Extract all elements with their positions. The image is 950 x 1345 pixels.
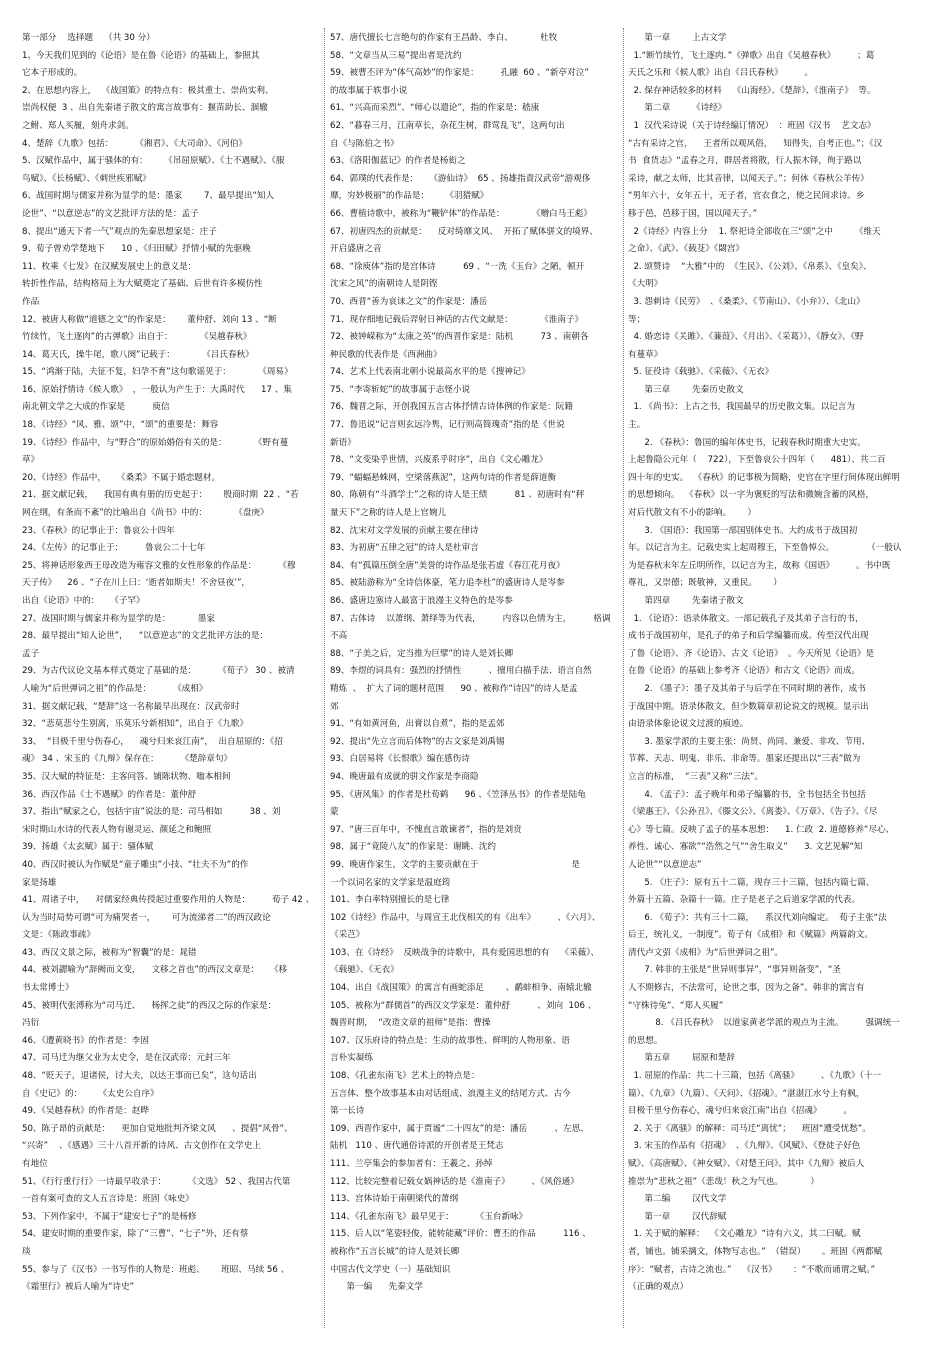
text-line: 76、魏晋之际，开创我国五言古体抒情古诗体例的作家是：阮籍 bbox=[330, 402, 573, 413]
text-line: 在鲁《论语》的基础上参考齐《论语》和古文《论语》而成。 bbox=[628, 666, 861, 677]
text-line: 了鲁《论语》、齐《论语》、古文《论语》 。今天所见《论语》是 bbox=[628, 648, 875, 659]
text-line: 40、西汉时被认为作赋是“童子雕虫”小技、“壮夫不为”的作 bbox=[22, 859, 249, 870]
text-line: 主。 bbox=[628, 420, 646, 431]
text-line: 48、“贬天子，退诸侯，讨大夫，以达王事而已矣”，这句话出 bbox=[22, 1071, 257, 1082]
text-line: 第一编 先秦文学 bbox=[330, 1282, 423, 1293]
text-line: 1. 关于赋的解释： 《文心雕龙》“诗有六义，其二曰赋。赋 bbox=[628, 1229, 861, 1240]
text-line: 年。以记言为主。记载史实上起周穆王，下至鲁悼公。 （一般认 bbox=[628, 543, 902, 554]
text-line: 第二章 《诗经》 bbox=[628, 103, 727, 114]
text-line: 23、《春秋》的记事止于：鲁哀公十四年 bbox=[22, 525, 175, 536]
column-right bbox=[628, 30, 928, 1330]
text-line: 112、比较完整着记载女娲神话的是《淮南子》 、《风俗通》 bbox=[330, 1176, 579, 1187]
text-line: 《梁惠王》、《公孙丑》、《滕文公》、《离娄》、《万章》、《告子》、《尽 bbox=[628, 807, 878, 818]
text-line: 节葬、天志、明鬼、非乐、非命等。墨家还提出以“三表”做为 bbox=[628, 754, 861, 765]
text-line: 75、“李寄斩蛇”的故事属于志怪小说 bbox=[330, 384, 471, 395]
text-line: 精炼 、 扩大了词的题材范围 90 、被称作“诗囚”的诗人是孟 bbox=[330, 683, 578, 694]
text-line: 31、据文献记载，“楚辞”这一名称最早出现在：汉武帝时 bbox=[22, 701, 240, 712]
text-line: 83、为初唐“五律之冠”的诗人是杜审言 bbox=[330, 543, 479, 554]
text-line: 64、郭璞的代表作是： 《游仙诗》 65 、扬雄指責汉武帝“游观侈 bbox=[330, 173, 591, 184]
text-line: 被称作“五言长城”的诗人是刘长卿 bbox=[330, 1246, 460, 1257]
text-line: 1. 《论语》：语录体散文。一部记载孔子及其弟子言行的书， bbox=[628, 613, 864, 624]
text-line: 97、“唐三百年中，不愧直言敢谏者”，指的是刘贲 bbox=[330, 824, 522, 835]
text-line: 尊礼，又崇德；既敬神，又重民。 ） bbox=[628, 578, 782, 589]
text-line: 于战国中期。语录体散文，但少数篇章初论说文的规模。显示出 bbox=[628, 701, 869, 712]
text-line: 46、《遭黄晓书》的作者是：李固 bbox=[22, 1035, 149, 1046]
text-line: 28、最早提出“知人论世”， “以意逆志”的文艺批评方法的是： bbox=[22, 631, 268, 642]
text-line: 网在纲，有条而不紊”的比喻出自《尚书》中的： 《盘庚》 bbox=[22, 508, 269, 519]
text-line: 113、宫体诗始于南朝梁代的萧纲 bbox=[330, 1194, 459, 1205]
text-line: 冯衍 bbox=[22, 1018, 40, 1029]
text-line: 书 食货志》“孟春之月，群居者将散，行人振木铎，徇于路以 bbox=[628, 156, 862, 167]
text-line: 琰 bbox=[22, 1246, 31, 1257]
text-line: 114、《孔雀东南飞》最早见于： 《玉台新咏》 bbox=[330, 1211, 528, 1222]
text-line: 84、有“孤篇压倒全唐”美誉的诗作品是张若虚《春江花月夜》 bbox=[330, 560, 565, 571]
text-line: 竹续竹，飞土逐肉”的古弹歌》出自于： 《吴越春秋》 bbox=[22, 332, 252, 343]
text-line: 108、《孔雀东南飞》艺术上的特点是： bbox=[330, 1071, 480, 1082]
text-line: 人不期修古，不法常可，论世之事，因为之备”。韩非的寓言有 bbox=[628, 983, 865, 994]
text-line: 79、“蝠蝠悬蛛网，空梁落燕泥”，这两句诗的作者是薛道衡 bbox=[330, 472, 557, 483]
text-line: 孟子 bbox=[22, 648, 40, 659]
text-line: 上起鲁隐公元年（ 722），下至鲁哀公十四年（ 481）、共二百 bbox=[628, 455, 886, 466]
text-line: 89、李煜的词具有：强烈的抒情性 、擅用白描手法、语言自然 bbox=[330, 666, 592, 677]
text-line: 1. 《尚书》：上古之书，我国最早的历史散文集。以记言为 bbox=[628, 402, 855, 413]
text-line: 63、《洛阳伽蓝记》的作者是杨衒之 bbox=[330, 156, 466, 167]
text-line: 转折性作品，结构格局上为大赋奠定了基础、后世有许多模仿性 bbox=[22, 279, 263, 290]
text-line: 1. 屈原的作品：共二十三篇，包括《离骚》 、《九歌》（十一 bbox=[628, 1071, 882, 1082]
text-line: 为是春秋末年左丘明所作，以记言为主，故称《国语》 。书中既 bbox=[628, 560, 891, 571]
text-line: 四十年的史实。 《春秋》的记事极为简略，史官在字里行间体现出鲜明 bbox=[628, 472, 900, 483]
text-line: 91、“有如黄河鱼，出膏以自煮”，指的是孟郊 bbox=[330, 719, 505, 730]
text-line: 一首有案可查的文人五言诗是：班固《咏史》 bbox=[22, 1194, 194, 1205]
text-line: 61、“兴高而采烈”、“师心以遣论”，指的作家是：嵇康 bbox=[330, 103, 540, 114]
text-line: 序》：“赋者，古诗之流也。” 《汉书》 ：“不歌而诵谓之赋。” bbox=[628, 1264, 876, 1275]
text-line: 第一章 汉代辞赋 bbox=[628, 1211, 727, 1222]
text-line: 88、“子美之后，定当推为巨擘”的诗人是刘长卿 bbox=[330, 648, 514, 659]
text-line: 心》等七篇。反映了孟子的基本思想： 1. 仁政 2. 道德修养“尽心、 bbox=[628, 824, 895, 835]
text-line: 有地位 bbox=[22, 1159, 48, 1169]
text-line: 62、“暮春三月，江南草长，杂花生树，群莺乱飞”，这两句出 bbox=[330, 120, 565, 131]
text-line: 新语》 bbox=[330, 437, 356, 448]
text-line: 27、战国时期与儒家并称为显学的是： 墨家 bbox=[22, 613, 215, 624]
text-line: 对后代散文有不小的影响。 ） bbox=[628, 508, 757, 519]
text-line: 3. 《国语》：我国第一部国别体史书。大约成书于战国初 bbox=[628, 525, 858, 536]
text-line: 1.“断竹续竹，飞土逐肉．”《弹歌》出自《吴越春秋》 ；葛 bbox=[628, 50, 875, 61]
text-line: 80、陈朝有“斗酒学士”之称的诗人是王绩 81 、初唐时有“秤 bbox=[330, 490, 585, 501]
text-line: 2. 保存神话较多的材料 《山海经》、《楚辞》、《淮南子》 等。 bbox=[628, 85, 876, 96]
text-line: 郊 bbox=[330, 701, 339, 712]
text-line: 之命》、《武》、《载芟》《閟宫》 bbox=[628, 244, 745, 255]
text-line: 115、后人以“笔姿轻俊，能转能藏”评价：曹丕的作品 116 、 bbox=[330, 1229, 591, 1240]
text-line: 47、司马迁为继父业为太史令，是在汉武帝：元封三年 bbox=[22, 1053, 231, 1064]
column-middle bbox=[330, 30, 620, 1330]
text-line: 3. 宋玉的作品有《招魂》 、《九辩》、《风赋》、《登徒子好色 bbox=[628, 1141, 861, 1152]
text-line: 第一章 上古文学 bbox=[628, 33, 727, 43]
text-line: 陆机 110 、唐代通俗诗派的开创者是王梵志 bbox=[330, 1141, 504, 1152]
text-line: 开启盛唐之音 bbox=[330, 244, 382, 255]
text-line: 4. 婚恋诗《关雎》、《蒹葭》、《月出》、《采葛》）、《静女》、《野 bbox=[628, 332, 864, 343]
text-line: 37、指出“赋家之心，包括宇宙”说法的是：司马相如 38 、刘 bbox=[22, 807, 281, 818]
text-line: 种民歌的代表作是《西洲曲》 bbox=[330, 349, 442, 360]
text-line: 言朴实凝练 bbox=[330, 1053, 373, 1064]
text-line: 50、陈子昂的贡献是： 更加自觉地批判齐梁文风 、提倡“风骨”、 bbox=[22, 1123, 293, 1134]
text-line: “男年六十，女年五十，无子者，官衣食之，使之民间求诗。乡 bbox=[628, 191, 865, 202]
text-line: 98、属于“竟陵八友”的作家是：谢眺、沈约 bbox=[330, 842, 496, 853]
text-line: 量天下”之称的诗人是上官婉儿 bbox=[330, 508, 447, 519]
text-line: 崇尚权便 3 、出自先秦诸子散文的寓言故事有：揠苗助长、涸辙 bbox=[22, 103, 268, 114]
text-line: 66、曹植诗歌中，被称为“鞭铲体”的作品是： 《赠白马王彪》 bbox=[330, 208, 593, 219]
text-line: “兴寄” 、《感遇》三十八首开新的诗风、古文创作在文学史上 bbox=[22, 1141, 261, 1152]
text-line: 82、沈宋对文学发展的贡献主要在律诗 bbox=[330, 525, 479, 536]
text-line: 77、鲁迅说“记言则玄远冷隽，记行则高简瑰奇”指的是《世说 bbox=[330, 420, 565, 431]
text-line: 一个以词名家的文学家是温庭筠 bbox=[330, 877, 451, 888]
text-line: 沈宋之风”的南朝诗人是阴铿 bbox=[330, 279, 438, 290]
text-line: 109、西晋作家中，属于贾谧“二十四友”的是：潘岳 、左思、 bbox=[330, 1123, 589, 1134]
text-line: 魏晋时期， “改造文章的祖师”是指：曹操 bbox=[330, 1018, 491, 1029]
text-line: 74、艺术上代表南北朝小说最高水平的是《搜神记》 bbox=[330, 367, 530, 378]
text-line: 104、出自《战国策》的寓言有画蛇添足 、鹬蚌相争、南辕北辙 bbox=[330, 983, 592, 994]
text-line: 3. 墨家学派的主要主张：尚贤、尚同、兼爱、非攻、节用、 bbox=[628, 736, 871, 747]
text-line: 天子传》 26 、“子在川上曰：‘逝者如斯夫！不舍昼夜’”， bbox=[22, 578, 251, 589]
text-line: 后王，统礼义，一制度”。荀子有《成相》和《赋篇》两篇韵文。 bbox=[628, 930, 874, 941]
text-line: 3. 怨刺诗《民劳》 、《桑柔》、《节南山》、《小弁》）、《北山》 bbox=[628, 296, 865, 307]
text-line: 养性、诚心、寡欲”“浩然之气”“舍生取义” 3. 文艺见解“知 bbox=[628, 842, 863, 853]
text-line: 68、“徐庾体”指的是宫体诗 69 、“一洗《玉台》之陋，顿开 bbox=[330, 261, 585, 272]
text-line: 成书于战国初年，是孔子的弟子和后学编纂而成。传至汉代出现 bbox=[628, 631, 869, 642]
text-line: （正确的观点） bbox=[628, 1282, 689, 1293]
text-line: 111、兰亭集会的参加者有：王羲之、孙绰 bbox=[330, 1159, 493, 1169]
text-line: 5. 征役诗《载驰》、《采薇》、《无衣》 bbox=[628, 367, 774, 378]
text-line: 文是：《陈政事疏》 bbox=[22, 930, 96, 941]
text-line: 5. 《庄子》：原有五十二篇，现存三十三篇，包括内篇七篇、 bbox=[628, 877, 875, 888]
text-line: 1 汉代采诗说（关于诗经编订情况） ：班固《汉书 艺文志》 bbox=[628, 120, 876, 131]
text-line: 102《诗经》作品中，与周宣王北伐相关的有《出车》 、《六月》、 bbox=[330, 912, 601, 923]
text-line: 51、《行行重行行》一诗最早收录于： 《文选》 52 、我国古代第 bbox=[22, 1176, 291, 1187]
text-line: 70、西晋“善为哀诔之文”的作家是：潘岳 bbox=[330, 296, 488, 307]
column-left bbox=[22, 30, 318, 1330]
text-line: 移于邑，邑移于国，国以闻天子。” bbox=[628, 208, 758, 219]
text-line: 五言体、整个故事基本由对话组成、浪漫主义的结尾方式、古今 bbox=[330, 1088, 571, 1099]
text-line: 19、《诗经》作品中，与“野合”的原始婚俗有关的是： 《野有蔓 bbox=[22, 437, 289, 448]
text-line: 67、初唐四杰的贡献是： 反对绮靡文风、 开拓了赋体骈文的境界、 bbox=[330, 226, 598, 237]
text-line: 33、 “目极千里兮伤春心， 魂兮归来哀江南”， 出自屈原的：《招 bbox=[22, 736, 283, 747]
text-line: 99、晚唐作家生，文学的主要贡献在于 是 bbox=[330, 859, 580, 870]
text-line: 南北朝文学之大成的作家是 庾信 bbox=[22, 402, 170, 413]
text-line: 认为当时局势可谓“可为痛哭者一， 可为流涕者二”的西汉政论 bbox=[22, 912, 271, 923]
text-line: 43、西汉文景之际，被称为“智囊”的是：晁错 bbox=[22, 947, 197, 958]
column-divider bbox=[324, 28, 325, 1328]
text-line: 它本子形成的。 bbox=[22, 68, 83, 79]
text-line: 6. 《荀子》：共有三十二篇， 系汉代刘向编定。 荀子主张“法 bbox=[628, 912, 887, 923]
text-line: 87、古体诗 以萧纲、萧绎等为代表， 内容以色情为主， 格调 bbox=[330, 613, 611, 624]
text-line: 93、白居易将《长恨歌》编在感伤诗 bbox=[330, 754, 470, 765]
text-line: 20、《诗经》作品中， 《桑柔》不属于婚恋题材。 bbox=[22, 472, 221, 483]
text-line: “守株待兔”、“郑人买履” bbox=[628, 1000, 724, 1011]
text-line: 外篇十五篇、杂篇十一篇。庄子是老子之后道家学派的代表。 bbox=[628, 895, 861, 906]
text-line: 第一长诗 bbox=[330, 1106, 365, 1117]
text-line: 11、枚乘《七发》在汉赋发展史上的意义是： bbox=[22, 261, 197, 272]
text-line: 2. 颂赞诗 “大雅”中的 《生民》、《公刘》、《帛系》、《皇矣》、 bbox=[628, 261, 872, 272]
text-line: 14、葛天氏，操牛尾，歌八阕”记载于： 《吕氏春秋》 bbox=[22, 349, 254, 360]
text-line: 21、据文献记载， 我国有典有册的历史起于： 殷商时期 22 、“若 bbox=[22, 490, 299, 501]
text-line: 59、被曹丕评为“体气高妙”的作家是： 孔融 60 、“新亭对泣” bbox=[330, 68, 589, 79]
text-line: 2. 关于《离骚》的解释：司马迁“离忧”； 班固“遭受忧愁”。 bbox=[628, 1123, 871, 1134]
text-line: 蒙 bbox=[330, 807, 339, 818]
text-line: 107、汉乐府诗的特点是：生动的故事性、鲜明的人物形象、语 bbox=[330, 1035, 570, 1046]
text-line: 103、在《诗经》 反映战争的诗歌中，具有爱国思想的有 《采薇》、 bbox=[330, 947, 600, 958]
text-line: 18、《诗经》“风、雅、颂”中，“颂”的重要是：舞容 bbox=[22, 420, 219, 431]
text-line: 85、被陆游称为“全诗信体豪，笔力追李杜”的盛唐诗人是岑参 bbox=[330, 578, 565, 589]
text-line: 推崇为“悲秋之祖”（悲哉！秋之为气也。 ） bbox=[628, 1176, 819, 1187]
text-line: 35、汉大赋的特征是：主客问答、铺陈状物、嗡本相间 bbox=[22, 771, 231, 782]
text-line: 立言的标准， “三表”又称“三法”。 bbox=[628, 771, 763, 782]
text-line: 1、今天我们见到的《论语》是在鲁《论语》的基础上，参照其 bbox=[22, 50, 260, 61]
text-line: 92、提出“先立言而后体物”的古文家是刘禹锡 bbox=[330, 736, 505, 747]
column-divider bbox=[623, 28, 624, 1328]
text-line: 《载驰》、《无衣》 bbox=[330, 965, 399, 976]
text-line: 第一部分 选择题 （共 30 分） bbox=[22, 33, 155, 43]
text-line: 25、将神话形象西王母改造为雍容文雅的女性形象的作品是： 《穆 bbox=[22, 560, 296, 571]
text-line: 78、“文变染乎世情，兴废系乎时序”，出自《文心雕龙》 bbox=[330, 455, 548, 466]
text-line: 人论世”“以意逆志” bbox=[628, 859, 702, 870]
text-line: 家是扬雄 bbox=[22, 877, 57, 888]
text-line: 草》 bbox=[22, 455, 40, 466]
text-line: 54、建安时期的重要作家，除了“三曹”、“七子”外，还有蔡 bbox=[22, 1229, 249, 1240]
text-line: 书太常博士》 bbox=[22, 983, 74, 994]
text-line: 72、被钟嵘称为“太康之英”的西晋作家是：陆机 73 、南朝各 bbox=[330, 332, 589, 343]
text-line: 39、扬雄《太玄赋》属于：骚体赋 bbox=[22, 842, 154, 853]
text-line: 71、现存细地记载后羿射日神话的古代文献是： 《淮南子》 bbox=[330, 314, 584, 325]
text-line: 第四章 先秦诸子散文 bbox=[628, 596, 744, 606]
text-line: 鸟赋》、《长杨赋》、《刺世疾邪赋》 bbox=[22, 173, 151, 184]
text-line: 宋时期山水诗的代表人物有谢灵运、颜延之和鲍照 bbox=[22, 824, 212, 835]
text-line: 101、李白率特别擅长的是七律 bbox=[330, 895, 450, 906]
text-line: 论世”、“以意逆志”的文艺批评方法的是：孟子 bbox=[22, 208, 199, 219]
text-line: 32、“悲莫悲兮生别离，乐莫乐兮新相知”，出自于《九歌》 bbox=[22, 719, 249, 730]
text-line: 赋》、《高唐赋》、《神女赋》、《对楚王问》。其中《九辩》被后人 bbox=[628, 1159, 865, 1169]
text-line: 《大明》 bbox=[628, 279, 663, 290]
text-line: 出自《论语》中的： 《子罕》 bbox=[22, 596, 145, 606]
text-line: 16、原始抒情诗《候人歌》 ，一般认为产生于：大禹时代 17 、集 bbox=[22, 384, 292, 395]
text-line: 采诗，献之太师，比其音律，以闻天子。”；何休《春秋公羊传》 bbox=[628, 173, 869, 184]
text-line: 中国古代文学史（一）基础知识 bbox=[330, 1264, 451, 1275]
text-line: 2. 《墨子》：墨子及其弟子与后学在不同时期的著作，成书 bbox=[628, 683, 866, 694]
text-line: 57、唐代擅长七言绝句的作家有王昌龄、李白、 杜牧 bbox=[330, 33, 558, 43]
text-line: 7. 韩非的主张是“世异则事异”，“事异则备变”，“圣 bbox=[628, 965, 841, 976]
text-line: 《采芑》 bbox=[330, 930, 365, 941]
text-line: 15、“鸿渐于陆，夫征不复，妇孕不育”这句歌谣见于： 《周易》 bbox=[22, 367, 293, 378]
text-line: 的思想。 bbox=[628, 1035, 663, 1046]
text-line: 5、汉赋作品中，属于骚体的有： 《吊屈原赋》、《士不遇赋》、《服 bbox=[22, 156, 285, 167]
text-line: 94、晚唐最有成就的骈文作家是李商隐 bbox=[330, 771, 479, 782]
text-line: “古有采诗之官， 王者所以观风俗， 知得失，自考正也。”；《汉 bbox=[628, 138, 883, 149]
text-line: 2. 《春秋》：鲁国的编年体史书，记载春秋时期重大史实。 bbox=[628, 437, 866, 448]
text-line: 49、《吴越春秋》的作者是：赵晔 bbox=[22, 1106, 149, 1117]
text-line: 58、“文章当从三易”提出者是沈约 bbox=[330, 50, 462, 61]
text-line: 8、提出“通天下者一气”观点的先秦思想家是：庄子 bbox=[22, 226, 217, 237]
text-line: 第三章 先秦历史散文 bbox=[628, 384, 744, 395]
text-line: 105、被称为“群儒首”的西汉文学家是：董仲舒 、刘向 106 、 bbox=[330, 1000, 597, 1011]
text-line: 95、《唐风集》的作者是杜荀鹤 96 、《笠泽丛书》的作者是陆龟 bbox=[330, 789, 586, 800]
text-line: 由语录体象论说文过渡的痕迹。 bbox=[628, 719, 749, 730]
text-line: 不高 bbox=[330, 631, 348, 642]
text-line: 29、为古代议论文基本样式奠定了基础的是： 《荀子》 30 、被清 bbox=[22, 666, 295, 677]
text-line: 有蔓草》 bbox=[628, 349, 663, 360]
text-line: 4. 《孟子》：孟子晚年和弟子编纂的书，全书包括全书包括 bbox=[628, 789, 866, 800]
text-line: 4、楚辞《九歌》包括： 《湘君》、《大司命》、《河伯》 bbox=[22, 138, 247, 149]
text-line: 8. 《吕氏春秋》 以道家黄老学派的观点为主流。 强调统一 bbox=[628, 1018, 900, 1029]
text-line: 天氏之乐和《候人歌》出自《吕氏春秋》 。 bbox=[628, 68, 814, 79]
text-line: 魂》 34 、宋玉的《九辩》保存在： 《楚辞章句》 bbox=[22, 754, 233, 765]
text-line: 清代卢文弨《成相》为“后世弹词之祖”。 bbox=[628, 947, 783, 958]
text-line: 目极千里兮伤春心，魂兮归来哀江南”出自《招魂》 。 bbox=[628, 1106, 852, 1117]
text-line: 9、荀子曾劝学楚地下 10 、《归田赋》抒情小赋的先驱晚 bbox=[22, 244, 251, 255]
text-line: 2、在思想内容上， 《战国策》的特点有：极其重士、崇尚实利、 bbox=[22, 85, 274, 96]
text-line: 41、周诸子中， 对儒家经典传授起过重要作用的人物是： 荀子 42 、 bbox=[22, 895, 315, 906]
text-line: 44、被刘勰喻为“辞阙而文变， 文移之首也”的西汉文章是： 《移 bbox=[22, 965, 288, 976]
text-line: 《霜里行》被后人喻为“诗史” bbox=[22, 1282, 135, 1293]
text-line: 作品 bbox=[22, 296, 40, 307]
text-line: 第五章 屈原和楚辞 bbox=[628, 1053, 735, 1064]
text-line: 24、《左传》的记事止于： 鲁哀公二十七年 bbox=[22, 543, 206, 554]
text-line: 之鲋、郑人买履，刻舟求剑。 bbox=[22, 120, 134, 131]
text-line: 55、参与了《汉书》一书写作的人物是：班彪、 班昭、马续 56 、 bbox=[22, 1264, 290, 1275]
text-line: 自《与陈伯之书》 bbox=[330, 138, 399, 149]
text-line: 自《史记》的： 《太史公自序》 bbox=[22, 1088, 159, 1099]
text-line: 12、被唐人称做“道德之文”的作家是： 董仲舒、刘向 13 、“断 bbox=[22, 314, 277, 325]
text-line: 的思想倾向。 《春秋》以一字为褒贬的写法和微婉含蓄的风格， bbox=[628, 490, 875, 501]
text-line: 第二编 汉代文学 bbox=[628, 1194, 727, 1205]
text-line: 者，铺也。铺采摛文，体物写志也。” （错误） 。班固《两都赋 bbox=[628, 1246, 883, 1257]
text-line: 篇）、《九章》（九篇）、《天问》、《招魂》。“湛湛江水兮上有枫， bbox=[628, 1088, 865, 1099]
text-line: 86、盛唐边塞诗人最富于浪漫主义特色的是岑参 bbox=[330, 596, 513, 606]
text-line: 的故事属于轶事小说 bbox=[330, 85, 408, 96]
text-line: 人喻为“后世弹词之祖”的作品是： 《成相》 bbox=[22, 683, 208, 694]
text-line: 等； bbox=[628, 314, 646, 325]
text-line: 靡，穷妙极丽”的作品是： 《羽猎赋》 bbox=[330, 191, 489, 202]
text-line: 36、西汉作品《士不遇赋》的作者是：董仲舒 bbox=[22, 789, 197, 800]
text-line: 6、战国时期与儒家并称为显学的是：墨家 7、最早提出“知人 bbox=[22, 191, 275, 202]
text-line: 45、被明代张溥称为“司马迁、 杨挥之徒”的西汉之际的作家是： bbox=[22, 1000, 277, 1011]
text-line: 53、下列作家中，不属于“建安七子”的是杨修 bbox=[22, 1211, 197, 1222]
text-line: 2《诗经》内容上分 1. 祭祀诗全部收在三“颂”之中 《维天 bbox=[628, 226, 881, 237]
